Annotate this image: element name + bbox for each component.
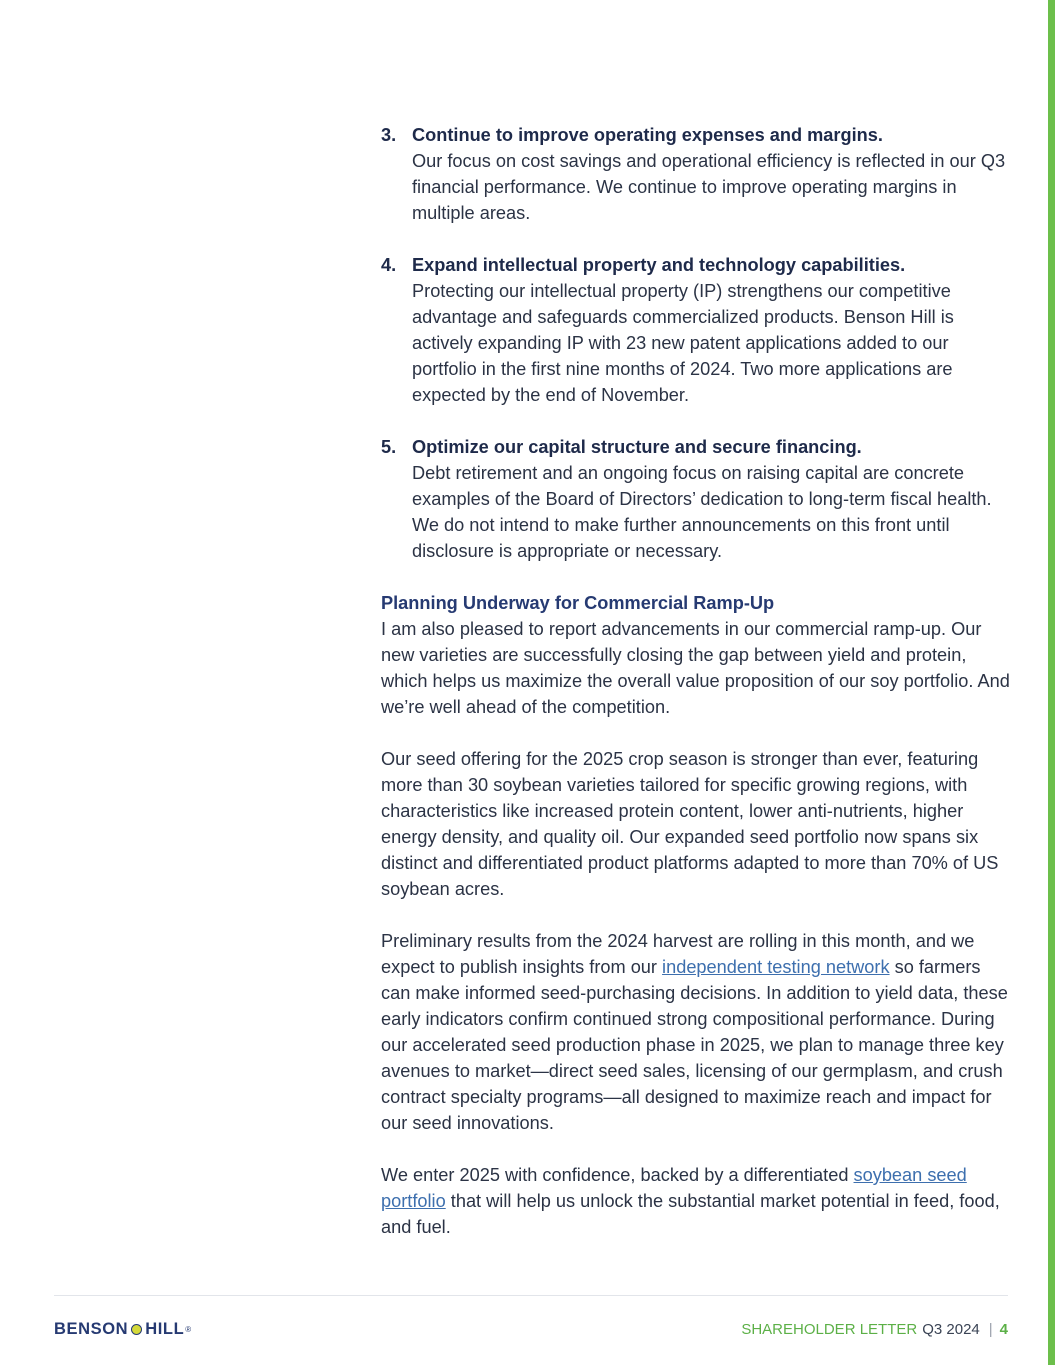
seed-offering-paragraph: Our seed offering for the 2025 crop season is stronger than ever, featuring more than 30 soybean varieties tailored for specific growing regions, with characteristics like increased protein content, lower anti-nutrients, higher energy density, and quality oil. Our expanded seed portfolio now spans six distinct and differentiated product platforms adapted to more than 70% of US soybean acres.: [381, 749, 999, 899]
closing-text-start: We enter 2025 with confidence, backed by a differentiated: [381, 1165, 854, 1185]
goal-item-4: [381, 252, 1011, 408]
harvest-text-end: so farmers can make informed seed-purchasing decisions. In addition to yield data, these early indicators confirm continued strong compositional performance. During our accelerated seed production phase in 2025, we plan to manage three key avenues to market—direct seed sales, licensing of our germplasm, and crush contract specialty programs—all designed to maximize reach and impact for our seed innovations.: [381, 957, 1008, 1133]
footer-page-info: [741, 1318, 1008, 1340]
harvest-paragraph: [381, 928, 1011, 1136]
goal-number: 4.: [381, 255, 397, 275]
closing-paragraph: [381, 1162, 1011, 1240]
independent-testing-network-link[interactable]: independent testing network: [662, 957, 890, 977]
footer-divider: [54, 1295, 1008, 1296]
right-accent-bar: [1048, 0, 1055, 1365]
goal-number: 3.: [381, 125, 397, 145]
logo-word-benson: BENSON: [54, 1319, 129, 1338]
goal-item-3: [381, 122, 1011, 226]
page-number: 4: [999, 1320, 1008, 1338]
logo-word-hill: HILL: [145, 1319, 185, 1338]
intro-text: I am also pleased to report advancements in our commercial ramp-up. Our new varieties are successfully closing the gap between yield and protein, which helps us maximize the overall value proposition of our soy portfolio. And we’re well ahead of the competition.: [381, 619, 1010, 717]
goal-title: Continue to improve operating expenses and margins.: [412, 125, 883, 145]
quarter-label: Q3 2024: [922, 1320, 980, 1338]
shareholder-letter-label: SHAREHOLDER LETTER: [741, 1320, 918, 1338]
closing-text-end: that will help us unlock the substantial market potential in feed, food, and fuel.: [381, 1191, 1000, 1237]
goals-list: [381, 122, 1011, 564]
letter-content: [381, 122, 1011, 1266]
footer-separator: |: [988, 1320, 993, 1338]
benson-hill-logo: [54, 1318, 192, 1340]
registered-mark: ®: [185, 1324, 192, 1334]
ramp-up-intro-paragraph: [381, 590, 1011, 720]
harvest-text-start: Preliminary results from the 2024 harvest are rolling in this month, and we expect to publish insights from our: [381, 931, 975, 977]
logo-dot-icon: [131, 1324, 142, 1335]
goal-title: Expand intellectual property and technology capabilities.: [412, 255, 906, 275]
goal-title: Optimize our capital structure and secure financing.: [412, 437, 862, 457]
section-heading: Planning Underway for Commercial Ramp-Up: [381, 593, 775, 613]
goal-body: Protecting our intellectual property (IP) strengthens our competitive advantage and safeguards commercialized products. Benson Hill is actively expanding IP with 23 new patent applications added to our portfolio in the first nine months of 2024. Two more applications are expected by the end of November.: [412, 281, 954, 405]
goal-number: 5.: [381, 437, 397, 457]
goal-item-5: [381, 434, 1011, 564]
goal-body: Our focus on cost savings and operational efficiency is reflected in our Q3 financial performance. We continue to improve operating margins in multiple areas.: [412, 151, 1006, 223]
goal-body: Debt retirement and an ongoing focus on raising capital are concrete examples of the Board of Directors’ dedication to long-term fiscal health. We do not intend to make further announcements on this front until disclosure is appropriate or necessary.: [412, 463, 992, 561]
soybean-seed-portfolio-link[interactable]: soybean seed portfolio: [381, 1165, 967, 1211]
